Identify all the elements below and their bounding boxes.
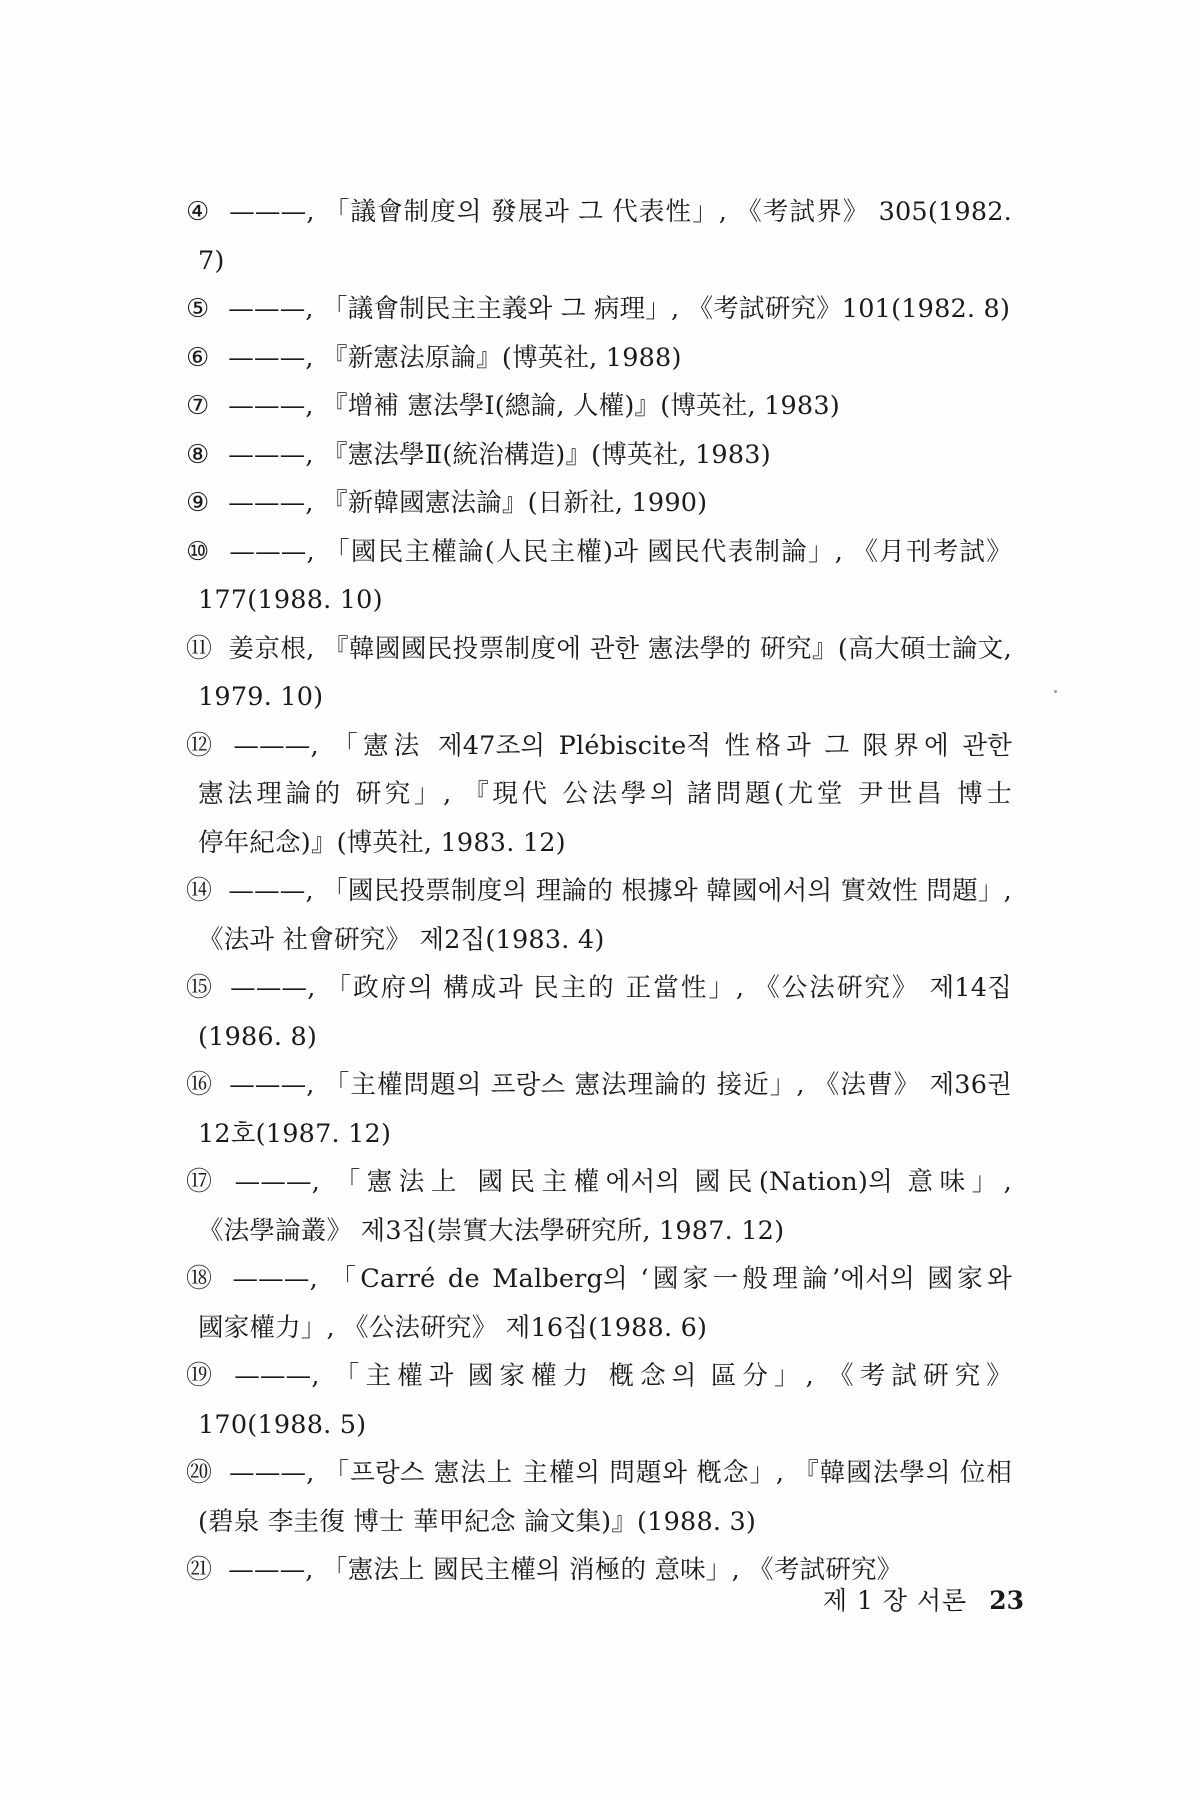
reference-item: [186, 1352, 1012, 1449]
reference-number: ⑲: [186, 1361, 213, 1391]
reference-text: ———, 「政府의 構成과 民主的 正當性」, 《公法硏究》 제14집(1986. 8): [198, 973, 1012, 1052]
reference-text: ———, 「議會制民主主義와 그 病理」, 《考試硏究》101(1982. 8): [220, 294, 1011, 324]
reference-item: [186, 479, 1012, 528]
reference-text: ———, 『新憲法原論』(博英社, 1988): [220, 342, 682, 373]
reference-item: [186, 1255, 1012, 1352]
reference-item: [186, 382, 1012, 431]
reference-number: ⑤: [186, 294, 210, 324]
reference-item: [186, 1061, 1012, 1158]
reference-text: ———, 『增補 憲法學Ⅰ(總論, 人權)』(博英社, 1983): [220, 391, 840, 421]
reference-item: [186, 1449, 1012, 1546]
reference-item: [186, 334, 1012, 383]
reference-item: [186, 964, 1012, 1061]
reference-item: [186, 528, 1012, 625]
reference-list: [186, 188, 1012, 1595]
reference-number: ⑳: [186, 1458, 213, 1488]
reference-number: ⑫: [186, 730, 213, 761]
reference-number: ⑪: [186, 633, 213, 664]
reference-text: ———, 「憲法 제47조의 Plébiscite적 性格과 그 限界에 관한 憲法理論的 硏究」, 『現代 公法學의 諸問題(尤堂 尹世昌 博士 停年紀念)』(博英社, 1983. 12): [198, 730, 1012, 858]
reference-number: ⑥: [186, 342, 210, 373]
reference-number: ④: [186, 197, 210, 227]
reference-text: ———, 「프랑스 憲法上 主權의 問題와 槪念」, 『韓國法學의 位相(碧泉 李圭復 博士 華甲紀念 論文集)』(1988. 3): [198, 1458, 1012, 1537]
reference-item: [186, 722, 1012, 868]
reference-text: ———, 『新韓國憲法論』(日新社, 1990): [220, 488, 708, 518]
reference-text: 姜京根, 『韓國國民投票制度에 관한 憲法學的 硏究』(高大碩士論文, 1979. 10): [198, 633, 1012, 712]
reference-number: ⑱: [186, 1264, 213, 1294]
reference-item: [186, 867, 1012, 964]
reference-text: ———, 「Carré de Malberg의 ‘國家一般理論’에서의 國家와 國家權力」, 《公法硏究》 제16집(1988. 6): [198, 1264, 1012, 1343]
reference-text: ———, 「國民投票制度의 理論的 根據와 韓國에서의 實效性 問題」, 《法과 社會硏究》 제2집(1983. 4): [198, 876, 1012, 955]
reference-number: ㉑: [186, 1555, 213, 1585]
page-footer: [823, 1585, 1024, 1617]
reference-text: ———, 「議會制度의 發展과 그 代表性」, 《考試界》 305(1982. 7): [198, 197, 1012, 276]
reference-item: [186, 188, 1012, 285]
page-number: 23: [989, 1586, 1024, 1615]
reference-number: ⑰: [186, 1167, 213, 1197]
reference-item: [186, 625, 1012, 722]
reference-number: ⑮: [186, 973, 213, 1003]
reference-item: [186, 1158, 1012, 1255]
reference-number: ⑧: [186, 439, 210, 470]
reference-text: ———, 「主權과 國家權力 槪念의 區分」, 《考試硏究》 170(1988. 5): [198, 1361, 1012, 1440]
reference-text: ———, 「主權問題의 프랑스 憲法理論的 接近」, 《法曹》 제36권 12호(1987. 12): [198, 1070, 1012, 1149]
reference-number: ⑦: [186, 391, 210, 421]
reference-number: ⑩: [186, 536, 210, 567]
reference-text: ———, 「憲法上 國民主權에서의 國民(Nation)의 意味」, 《法學論叢》 제3집(崇實大法學硏究所, 1987. 12): [198, 1167, 1012, 1246]
reference-text: ———, 『憲法學Ⅱ(統治構造)』(博英社, 1983): [220, 439, 771, 470]
chapter-title: 제 1 장 서론: [822, 1586, 968, 1615]
reference-item: [186, 285, 1012, 334]
reference-number: ⑭: [186, 876, 213, 906]
reference-number: ⑯: [186, 1070, 213, 1100]
reference-text: ———, 「國民主權論(人民主權)과 國民代表制論」, 《月刊考試》 177(1988. 10): [198, 536, 1012, 615]
reference-number: ⑨: [186, 488, 210, 518]
reference-item: [186, 431, 1012, 480]
reference-text: ———, 「憲法上 國民主權의 消極的 意味」, 《考試硏究》: [220, 1555, 903, 1585]
scan-speck: [1054, 690, 1057, 693]
